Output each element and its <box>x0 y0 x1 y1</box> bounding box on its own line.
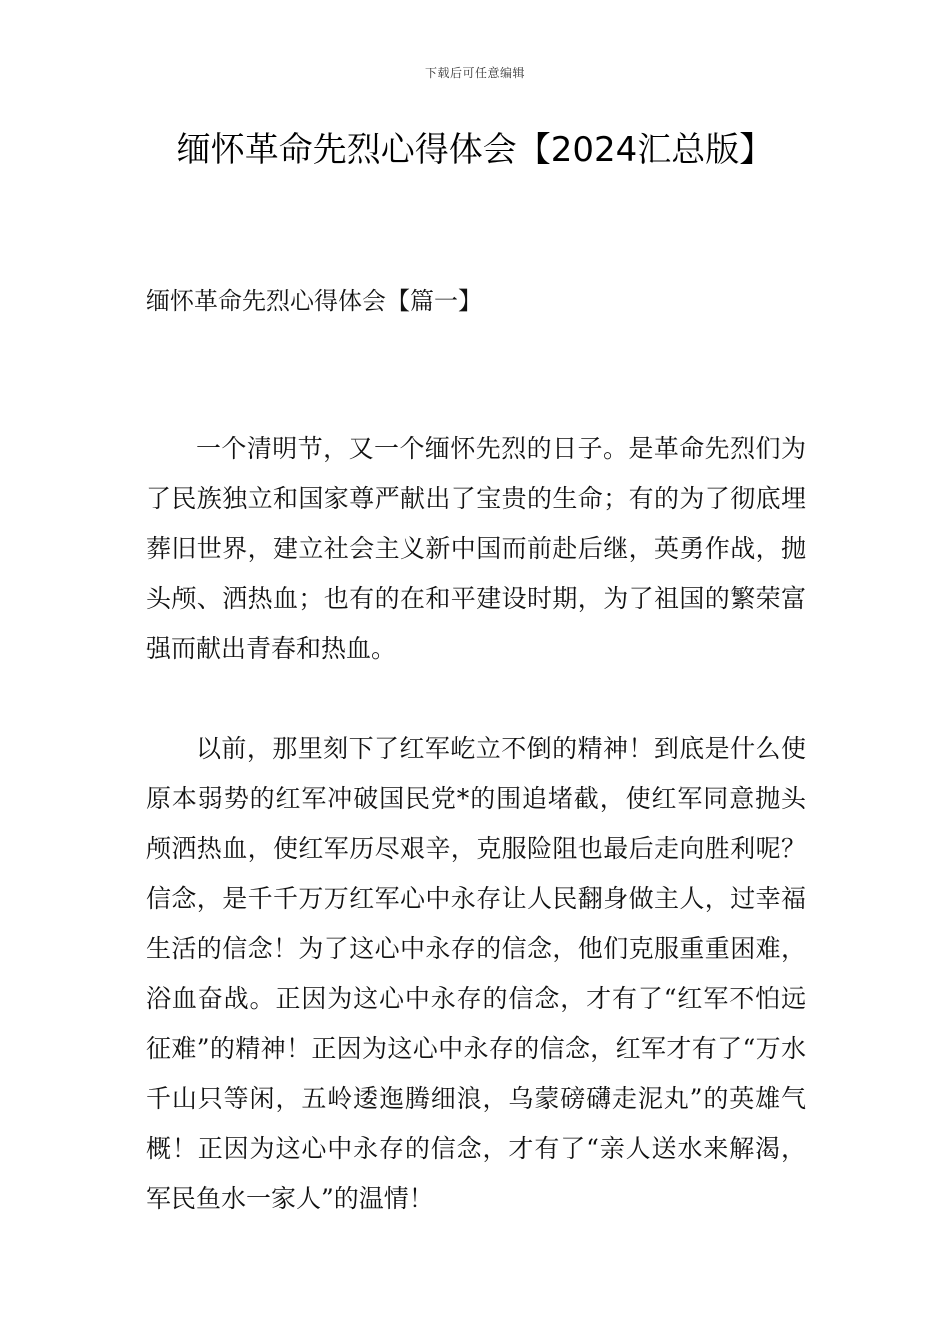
body-paragraph-2: 以前，那里刻下了红军屹立不倒的精神！到底是什么使原本弱势的红军冲破国民党*的围追堵截，使红军同意抛头颅洒热血，使红军历尽艰辛，克服险阻也最后走向胜利呢？信念，是千千万万红军心中永存让人民翻身做主人，过幸福生活的信念！为了这心中永存的信念，他们克服重重困难，浴血奋战。正因为这心中永存的信念，才有了“红军不怕远征难”的精神！正因为这心中永存的信念，红军才有了“万水千山只等闲，五岭逶迤腾细浪，乌蒙磅礴走泥丸”的英雄气概！正因为这心中永存的信念，才有了“亲人送水来解渴，军民鱼水一家人”的温情！ <box>146 734 806 1213</box>
document-title: 缅怀革命先烈心得体会【2024汇总版】 <box>176 130 774 170</box>
section-title: 缅怀革命先烈心得体会【篇一】 <box>146 287 482 315</box>
page-header-note: 下载后可任意编辑 <box>424 66 525 80</box>
body-paragraph-1: 一个清明节，又一个缅怀先烈的日子。是革命先烈们为了民族独立和国家尊严献出了宝贵的生命；有的为了彻底埋葬旧世界，建立社会主义新中国而前赴后继，英勇作战，抛头颅、洒热血；也有的在和平建设时期，为了祖国的繁荣富强而献出青春和热血。 <box>146 434 806 663</box>
